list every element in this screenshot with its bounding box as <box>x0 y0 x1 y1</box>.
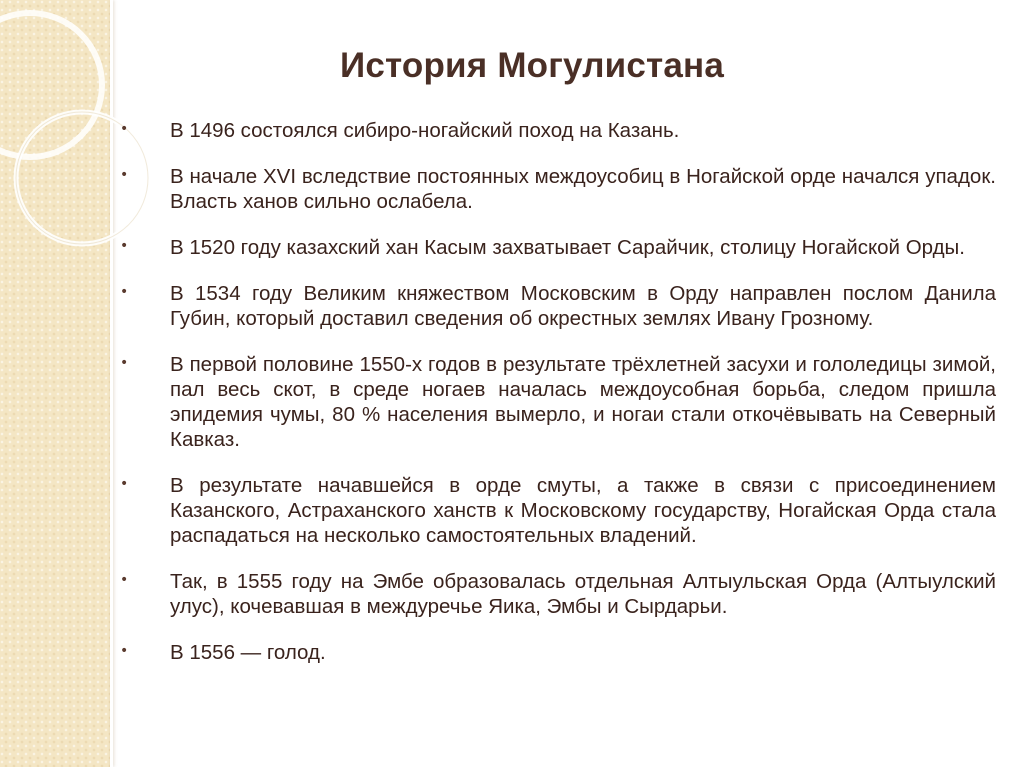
list-item <box>112 473 996 548</box>
bullet-icon: • <box>120 238 129 254</box>
bullet-text: В 1496 состоялся сибиро-ногайский поход на Казань. <box>170 119 680 142</box>
list-item <box>112 235 996 260</box>
bullet-list <box>112 118 996 686</box>
list-item <box>112 164 996 214</box>
bullet-icon: • <box>120 284 129 300</box>
bullet-text: В 1534 году Великим княжеством Московским в Орду направлен послом Данила Губин, который доставил сведения об окрестных землях Ивану Грозному. <box>170 282 996 330</box>
bullet-icon: • <box>120 167 129 183</box>
bullet-text: В первой половине 1550-х годов в результате трёхлетней засухи и гололедицы зимой, пал весь скот, в среде ногаев началась междоусобная борьба, следом пришла эпидемия чумы, 80 % населения вымерло, и ногаи стали откочёвывать на Северный Кавказ. <box>170 353 996 451</box>
bullet-text: В 1520 году казахский хан Касым захватывает Сарайчик, столицу Ногайской Орды. <box>170 236 965 259</box>
bullet-icon: • <box>120 121 129 137</box>
bullet-text: Так, в 1555 году на Эмбе образовалась отдельная Алтыульская Орда (Алтыулский улус), кочевавшая в междуречье Яика, Эмбы и Сырдарьи. <box>170 570 996 618</box>
bullet-text: В начале XVI вследствие постоянных междоусобиц в Ногайской орде начался упадок. Власть ханов сильно ослабела. <box>170 165 996 213</box>
list-item <box>112 281 996 331</box>
list-item <box>112 569 996 619</box>
list-item <box>112 640 996 665</box>
bullet-icon: • <box>120 355 129 371</box>
bullet-icon: • <box>120 476 129 492</box>
list-item <box>112 352 996 452</box>
bullet-text: В результате начавшейся в орде смуты, а также в связи с присоединением Казанского, Астраханского ханств к Московскому государству, Ногайская Орда стала распадаться на несколько самостоятельных владений. <box>170 474 996 547</box>
bullet-icon: • <box>120 572 129 588</box>
list-item <box>112 118 996 143</box>
page-title: История Могулистана <box>340 46 725 85</box>
bullet-icon: • <box>120 643 129 659</box>
bullet-text: В 1556 — голод. <box>170 641 326 664</box>
